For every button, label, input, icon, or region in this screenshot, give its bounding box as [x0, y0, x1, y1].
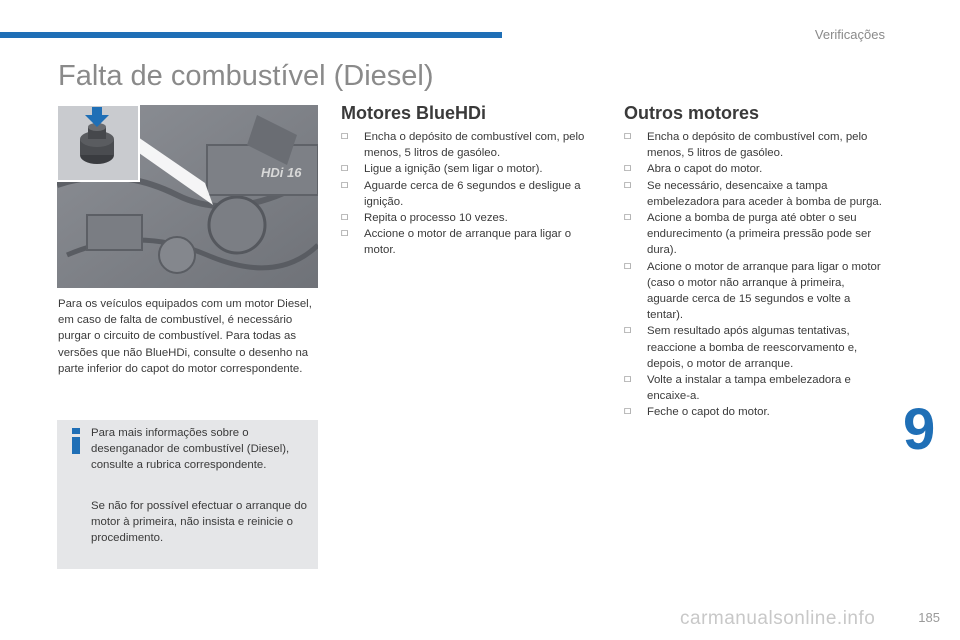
outros-title: Outros motores: [624, 103, 760, 123]
intro-paragraph: Para os veículos equipados com um motor Diesel, em caso de falta de combustível, é necessário purgar o circuito de combustível. Para todas as versões que não BlueHDi, consulte o desenho na parte inferior do capot do motor correspondente.: [58, 298, 312, 375]
watermark: carmanualsonline.info: [680, 608, 876, 629]
bluehdi-steps: [341, 129, 603, 259]
list-item: ☐ Ligue a ignição (sem ligar o motor).: [341, 161, 603, 177]
list-item: ☐ Repita o processo 10 vezes.: [341, 210, 603, 226]
list-item: ☐ Se necessário, desencaixe a tampa embelezadora para aceder à bomba de purga.: [624, 178, 886, 210]
page-title: Falta de combustível (Diesel): [58, 60, 434, 92]
section-name: Verificações: [814, 27, 885, 42]
info-box: [57, 420, 318, 569]
list-item: ☐ Aguarde cerca de 6 segundos e desligue a ignição.: [341, 178, 603, 210]
info-icon: [69, 428, 83, 454]
list-item: ☐ Volte a instalar a tampa embelezadora e encaixe-a.: [624, 372, 886, 404]
info-paragraph-1: Para mais informações sobre o desenganador de combustível (Diesel), consulte a rubrica correspondente.: [91, 427, 290, 472]
page-number: 185: [918, 610, 940, 625]
list-item: ☐ Acione o motor de arranque para ligar o motor (caso o motor não arranque à primeira, aguarde cerca de 15 segundos e volte a tentar).: [624, 259, 886, 324]
bluehdi-title: Motores BlueHDi: [341, 103, 487, 123]
info-paragraph-2: Se não for possível efectuar o arranque do motor à primeira, não insista e reinicie o procedimento.: [91, 500, 307, 545]
list-item: ☐ Encha o depósito de combustível com, pelo menos, 5 litros de gasóleo.: [624, 129, 886, 161]
engine-bay-image: [57, 105, 318, 288]
list-item: ☐ Abra o capot do motor.: [624, 161, 886, 177]
list-item: ☐ Acione a bomba de purga até obter o seu endurecimento (a primeira pressão pode ser dura).: [624, 210, 886, 259]
header-accent-bar: [0, 32, 502, 38]
list-item: ☐ Accione o motor de arranque para ligar o motor.: [341, 226, 603, 258]
list-item: ☐ Feche o capot do motor.: [624, 404, 886, 420]
list-item: ☐ Sem resultado após algumas tentativas, reaccione a bomba de reescorvamento e, depois, o motor de arranque.: [624, 323, 886, 372]
engine-badge: HDi 16: [261, 165, 302, 180]
list-item: ☐ Encha o depósito de combustível com, pelo menos, 5 litros de gasóleo.: [341, 129, 603, 161]
outros-steps: [624, 129, 886, 421]
chapter-number: 9: [903, 397, 936, 462]
